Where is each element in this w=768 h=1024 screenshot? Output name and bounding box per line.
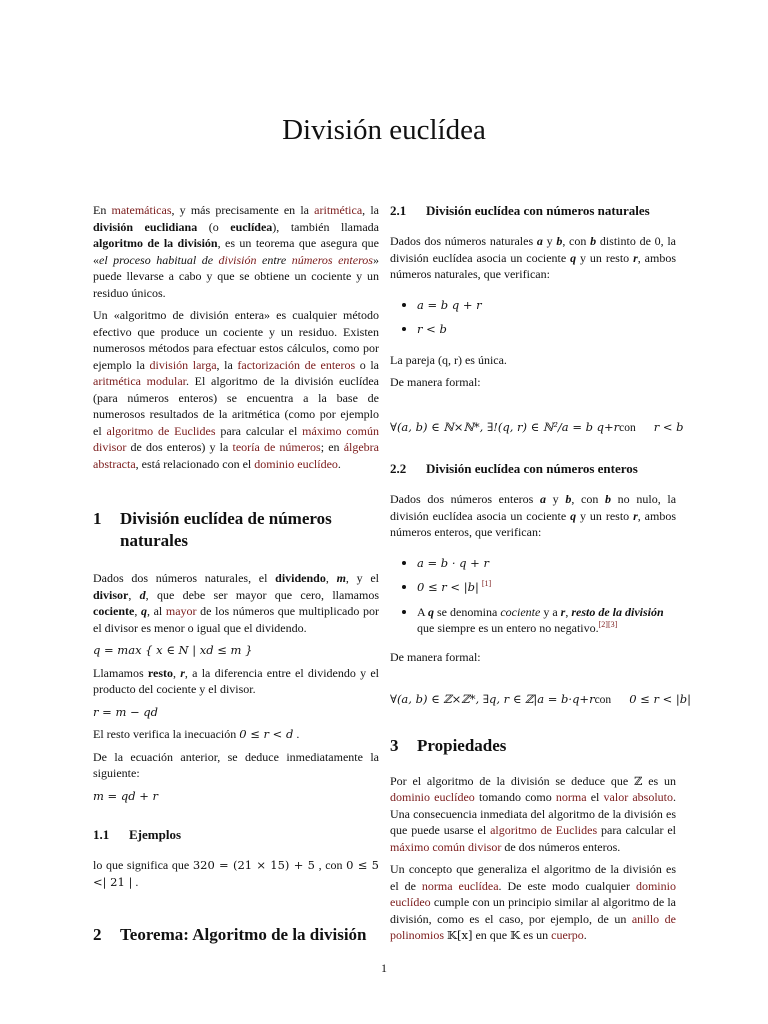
link-factorizacion-de-enteros[interactable]: factorización de enteros [237,357,356,372]
section-2-2-paragraph-1: Dados dos números enteros a y b, con b no nulo, la división euclídea asocia un cociente q y un resto r, ambos números enteros, que verifican: [390,492,677,539]
uniqueness-paragraph: La pareja (q, r) es única. [390,352,507,367]
link-maximo-comun-divisor[interactable]: máximo común divisor [93,423,380,454]
equation-quotient: q = max { x ∈ N | xd ≤ m } [93,643,253,657]
reference-link-2-3[interactable]: [2][3] [598,620,618,629]
list-item: a = b · q + r [390,555,676,572]
link-aritmetica[interactable]: aritmética [314,203,363,217]
page-title: División euclídea [282,114,486,146]
equation-remainder: r = m − qd [93,704,159,719]
link-cuerpo[interactable]: cuerpo [551,928,584,942]
section-2-heading: 2 Teorema: Algoritmo de la división [93,925,367,944]
link-algoritmo-de-euclides-2[interactable]: algoritmo de Euclides [490,823,598,837]
link-division-larga[interactable]: división larga [149,357,217,372]
section-2-1-paragraph-1: Dados dos números naturales a y b, con b distinto de 0, la división euclídea asocia un cociente q y un resto r, ambos números naturales, que verifican: [390,234,676,281]
natural-conditions-list [390,297,676,338]
equation-dividend: m = qd + r [93,788,159,803]
formal-label-integers: De manera formal: [390,649,481,664]
link-division[interactable]: división [218,252,257,267]
example-paragraph: lo que significa que 320 = (21 × 15) + 5 , con 0 ≤ 5 <| 21 | . [93,858,379,889]
section-1-paragraph-3: El resto verifica la inecuación 0 ≤ r < d . [93,727,300,741]
link-mayor[interactable]: mayor [165,604,197,618]
formal-label: De manera formal: [390,375,481,389]
list-item: a = b q + r [390,297,676,314]
section-1-paragraph-4: De la ecuación anterior, se deduce inmediatamente la siguiente: [93,749,379,780]
section-2-2-heading: 2.2 División euclídea con números enteros [390,461,638,476]
link-anillo-de-polinomios[interactable]: anillo de polinomios [390,911,677,942]
section-2-1-heading: 2.1 División euclídea con números naturales [390,203,650,218]
section-3-heading: 3 Propiedades [390,735,507,755]
link-numeros-enteros[interactable]: números enteros [291,252,373,267]
intro-paragraph-1: En matemáticas, y más precisamente en la aritmética, la división euclidiana (o euclídea), también llamada algoritmo de la división, es un teorema que asegura que «el proceso habitual de división entre números enteros» puede llevarse a cabo y que se obtiene un cociente y un residuo únicos. [93,203,380,300]
section-1-paragraph-2: Llamamos resto, r, a la diferencia entre el dividendo y el producto del cociente y el divisor. [93,665,380,696]
right-column [390,202,692,950]
list-item: r < b [390,321,676,338]
link-norma-euclidea[interactable]: norma euclídea [421,878,499,893]
list-item: A q se denomina cociente y a r, resto de la división que siempre es un entero no negativo.[2][3] [390,604,676,637]
formal-statement-integers: ∀(a, b) ∈ ℤ×ℤ*, ∃q, r ∈ ℤ|a = b·q+r con 0 ≤ r < |b| [390,692,692,706]
link-aritmetica-modular[interactable]: aritmética modular [93,374,186,388]
link-teoria-de-numeros[interactable]: teoría de números [232,440,321,454]
link-maximo-comun-divisor-2[interactable]: máximo común divisor [390,839,502,854]
link-algoritmo-de-euclides[interactable]: algoritmo de Euclides [106,423,216,438]
section-3-paragraph-1: Por el algoritmo de la división se deduce que ℤ es un dominio euclídeo tomando como norma el valor absoluto. Una consecuencia inmediata del algoritmo de la división es que puede usarse el algoritmo de Euclides para calcular el máximo común divisor de dos números enteros. [390,773,677,854]
page-number: 1 [381,961,387,975]
link-matematicas[interactable]: matemáticas [111,203,172,217]
link-dominio-euclideo-2[interactable]: dominio euclídeo [390,790,475,804]
section-3-paragraph-2: Un concepto que generaliza el algoritmo de la división es el de norma euclídea. De este modo cualquier dominio euclídeo cumple con un principio similar al algoritmo de la división, como es el caso, por ejemplo, de un anillo de polinomios 𝕂[x] en que 𝕂 es un cuerpo. [390,862,677,942]
intro-paragraph-2: Un «algoritmo de división entera» es cualquier método efectivo que produce un cociente y un residuo. Existen numerosos métodos para efectuar estos cálculos, como por ejemplo la división larga, la factorización de enteros o la aritmética modular. El algoritmo de la división euclídea (para números enteros) se encuentra a la base de numerosos resultados de la aritmética (como por ejemplo el algoritmo de Euclides para calcular el máximo común divisor de dos enteros) y la teoría de números; en álgebra abstracta, está relacionado con el dominio euclídeo. [93,308,380,471]
link-norma[interactable]: norma [555,790,587,804]
link-valor-absoluto[interactable]: valor absoluto [603,790,673,804]
list-item: 0 ≤ r < |b| [1] [390,579,676,596]
formal-statement-naturals: ∀(a, b) ∈ ℕ×ℕ*, ∃!(q, r) ∈ ℕ²/a = b q+r con r < b [390,419,684,434]
reference-link-1[interactable]: [1] [481,579,492,588]
section-1-paragraph-1: Dados dos números naturales, el dividendo, m, y el divisor, d, que debe ser mayor que cero, llamamos cociente, q, al mayor de los números que multiplicado por el divisor es menor o igual que el dividendo. [93,571,380,635]
section-1-1-heading: 1.1 Ejemplos [93,827,181,842]
left-column [93,202,379,946]
section-1-heading: 1 División euclídea de números naturales [93,509,332,550]
link-dominio-euclideo-3[interactable]: dominio euclídeo [390,878,676,909]
integer-conditions-list [390,555,676,637]
link-dominio-euclideo[interactable]: dominio euclídeo [254,456,338,471]
link-algebra-abstracta[interactable]: álgebra abstracta [93,440,379,471]
